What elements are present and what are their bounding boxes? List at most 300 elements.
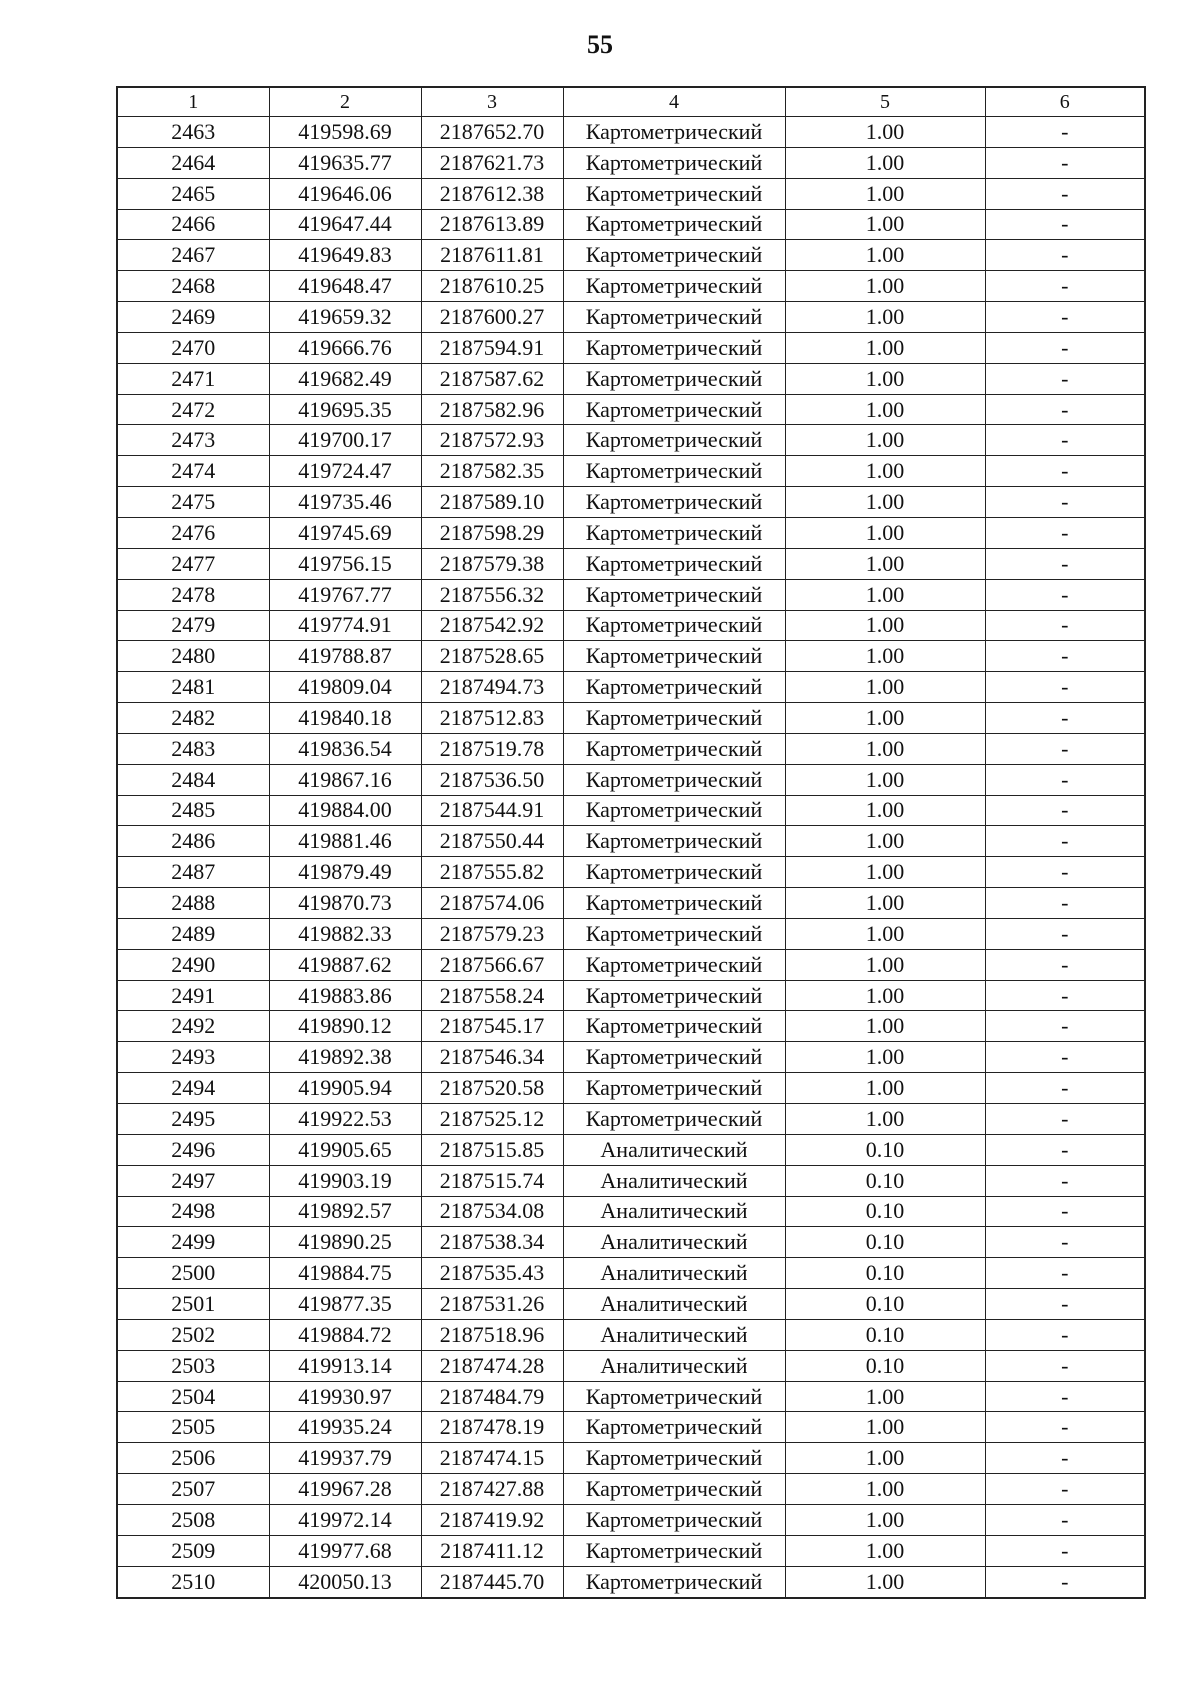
table-row — [117, 1196, 1145, 1227]
x-coordinate-cell: 419922.53 — [269, 1104, 421, 1135]
note-cell: - — [985, 764, 1145, 795]
x-coordinate-cell: 419883.86 — [269, 980, 421, 1011]
note-cell: - — [985, 1381, 1145, 1412]
accuracy-cell: 1.00 — [785, 1443, 985, 1474]
note-cell: - — [985, 1319, 1145, 1350]
accuracy-cell: 1.00 — [785, 672, 985, 703]
y-coordinate-cell: 2187518.96 — [421, 1319, 563, 1350]
y-coordinate-cell: 2187538.34 — [421, 1227, 563, 1258]
table-row — [117, 363, 1145, 394]
note-cell: - — [985, 857, 1145, 888]
point-number-cell: 2480 — [117, 641, 269, 672]
x-coordinate-cell: 419870.73 — [269, 888, 421, 919]
method-cell: Картометрический — [563, 980, 785, 1011]
table-row — [117, 332, 1145, 363]
x-coordinate-cell: 419972.14 — [269, 1504, 421, 1535]
accuracy-cell: 1.00 — [785, 117, 985, 148]
accuracy-cell: 1.00 — [785, 363, 985, 394]
note-cell: - — [985, 209, 1145, 240]
accuracy-cell: 1.00 — [785, 641, 985, 672]
method-cell: Картометрический — [563, 487, 785, 518]
x-coordinate-cell: 419937.79 — [269, 1443, 421, 1474]
accuracy-cell: 1.00 — [785, 425, 985, 456]
x-coordinate-cell: 419659.32 — [269, 302, 421, 333]
accuracy-cell: 1.00 — [785, 1412, 985, 1443]
method-cell: Картометрический — [563, 1104, 785, 1135]
x-coordinate-cell: 419700.17 — [269, 425, 421, 456]
point-number-cell: 2497 — [117, 1165, 269, 1196]
method-cell: Картометрический — [563, 178, 785, 209]
method-cell: Картометрический — [563, 1042, 785, 1073]
note-cell: - — [985, 1258, 1145, 1289]
accuracy-cell: 1.00 — [785, 147, 985, 178]
table-row — [117, 548, 1145, 579]
table-row — [117, 888, 1145, 919]
point-number-cell: 2466 — [117, 209, 269, 240]
point-number-cell: 2469 — [117, 302, 269, 333]
point-number-cell: 2509 — [117, 1535, 269, 1566]
point-number-cell: 2481 — [117, 672, 269, 703]
table-row — [117, 1011, 1145, 1042]
table-row — [117, 517, 1145, 548]
method-cell: Картометрический — [563, 1381, 785, 1412]
accuracy-cell: 1.00 — [785, 394, 985, 425]
point-number-cell: 2483 — [117, 733, 269, 764]
note-cell: - — [985, 918, 1145, 949]
note-cell: - — [985, 394, 1145, 425]
method-cell: Картометрический — [563, 1535, 785, 1566]
x-coordinate-cell: 419724.47 — [269, 456, 421, 487]
accuracy-cell: 1.00 — [785, 610, 985, 641]
point-number-cell: 2470 — [117, 332, 269, 363]
accuracy-cell: 1.00 — [785, 548, 985, 579]
accuracy-cell: 1.00 — [785, 1535, 985, 1566]
accuracy-cell: 1.00 — [785, 240, 985, 271]
x-coordinate-cell: 419840.18 — [269, 703, 421, 734]
accuracy-cell: 1.00 — [785, 1504, 985, 1535]
x-coordinate-cell: 419884.75 — [269, 1258, 421, 1289]
table-row — [117, 1474, 1145, 1505]
y-coordinate-cell: 2187484.79 — [421, 1381, 563, 1412]
note-cell: - — [985, 826, 1145, 857]
note-cell: - — [985, 1165, 1145, 1196]
x-coordinate-cell: 419877.35 — [269, 1289, 421, 1320]
y-coordinate-cell: 2187520.58 — [421, 1073, 563, 1104]
method-cell: Картометрический — [563, 918, 785, 949]
accuracy-cell: 1.00 — [785, 302, 985, 333]
accuracy-cell: 1.00 — [785, 1474, 985, 1505]
note-cell: - — [985, 795, 1145, 826]
x-coordinate-cell: 419867.16 — [269, 764, 421, 795]
method-cell: Картометрический — [563, 764, 785, 795]
y-coordinate-cell: 2187512.83 — [421, 703, 563, 734]
x-coordinate-cell: 419646.06 — [269, 178, 421, 209]
accuracy-cell: 1.00 — [785, 1073, 985, 1104]
table-body — [117, 117, 1145, 1598]
note-cell: - — [985, 1504, 1145, 1535]
accuracy-cell: 1.00 — [785, 332, 985, 363]
accuracy-cell: 1.00 — [785, 980, 985, 1011]
column-header: 3 — [421, 87, 563, 117]
accuracy-cell: 1.00 — [785, 703, 985, 734]
method-cell: Картометрический — [563, 1566, 785, 1597]
table-row — [117, 209, 1145, 240]
note-cell: - — [985, 240, 1145, 271]
y-coordinate-cell: 2187545.17 — [421, 1011, 563, 1042]
x-coordinate-cell: 419767.77 — [269, 579, 421, 610]
y-coordinate-cell: 2187566.67 — [421, 949, 563, 980]
table-row — [117, 672, 1145, 703]
y-coordinate-cell: 2187534.08 — [421, 1196, 563, 1227]
x-coordinate-cell: 419884.72 — [269, 1319, 421, 1350]
accuracy-cell: 0.10 — [785, 1196, 985, 1227]
point-number-cell: 2510 — [117, 1566, 269, 1597]
point-number-cell: 2505 — [117, 1412, 269, 1443]
table-row — [117, 579, 1145, 610]
table-row — [117, 1319, 1145, 1350]
point-number-cell: 2479 — [117, 610, 269, 641]
table-row — [117, 1535, 1145, 1566]
method-cell: Картометрический — [563, 209, 785, 240]
table-row — [117, 117, 1145, 148]
point-number-cell: 2493 — [117, 1042, 269, 1073]
y-coordinate-cell: 2187621.73 — [421, 147, 563, 178]
method-cell: Картометрический — [563, 147, 785, 178]
note-cell: - — [985, 888, 1145, 919]
x-coordinate-cell: 419647.44 — [269, 209, 421, 240]
x-coordinate-cell: 419930.97 — [269, 1381, 421, 1412]
page-number: 55 — [587, 30, 613, 59]
y-coordinate-cell: 2187519.78 — [421, 733, 563, 764]
table-row — [117, 733, 1145, 764]
y-coordinate-cell: 2187574.06 — [421, 888, 563, 919]
y-coordinate-cell: 2187600.27 — [421, 302, 563, 333]
table-row — [117, 240, 1145, 271]
y-coordinate-cell: 2187613.89 — [421, 209, 563, 240]
y-coordinate-cell: 2187515.74 — [421, 1165, 563, 1196]
y-coordinate-cell: 2187582.96 — [421, 394, 563, 425]
x-coordinate-cell: 419682.49 — [269, 363, 421, 394]
table-row — [117, 1165, 1145, 1196]
method-cell: Картометрический — [563, 1443, 785, 1474]
method-cell: Аналитический — [563, 1289, 785, 1320]
note-cell: - — [985, 641, 1145, 672]
accuracy-cell: 1.00 — [785, 178, 985, 209]
accuracy-cell: 0.10 — [785, 1134, 985, 1165]
x-coordinate-cell: 419882.33 — [269, 918, 421, 949]
point-number-cell: 2506 — [117, 1443, 269, 1474]
table-row — [117, 918, 1145, 949]
accuracy-cell: 1.00 — [785, 1042, 985, 1073]
accuracy-cell: 1.00 — [785, 487, 985, 518]
y-coordinate-cell: 2187544.91 — [421, 795, 563, 826]
method-cell: Картометрический — [563, 703, 785, 734]
point-number-cell: 2492 — [117, 1011, 269, 1042]
y-coordinate-cell: 2187474.15 — [421, 1443, 563, 1474]
table-row — [117, 1350, 1145, 1381]
note-cell: - — [985, 363, 1145, 394]
x-coordinate-cell: 419892.38 — [269, 1042, 421, 1073]
note-cell: - — [985, 302, 1145, 333]
point-number-cell: 2508 — [117, 1504, 269, 1535]
table-row — [117, 1042, 1145, 1073]
method-cell: Картометрический — [563, 1073, 785, 1104]
method-cell: Картометрический — [563, 1011, 785, 1042]
note-cell: - — [985, 1474, 1145, 1505]
table-row — [117, 302, 1145, 333]
y-coordinate-cell: 2187555.82 — [421, 857, 563, 888]
table-header-row — [117, 87, 1145, 117]
point-number-cell: 2496 — [117, 1134, 269, 1165]
point-number-cell: 2498 — [117, 1196, 269, 1227]
x-coordinate-cell: 419666.76 — [269, 332, 421, 363]
y-coordinate-cell: 2187598.29 — [421, 517, 563, 548]
note-cell: - — [985, 548, 1145, 579]
point-number-cell: 2474 — [117, 456, 269, 487]
table-row — [117, 641, 1145, 672]
method-cell: Картометрический — [563, 117, 785, 148]
table-row — [117, 826, 1145, 857]
note-cell: - — [985, 1350, 1145, 1381]
x-coordinate-cell: 419913.14 — [269, 1350, 421, 1381]
method-cell: Картометрический — [563, 1474, 785, 1505]
method-cell: Аналитический — [563, 1350, 785, 1381]
table-row — [117, 857, 1145, 888]
accuracy-cell: 1.00 — [785, 826, 985, 857]
note-cell: - — [985, 425, 1145, 456]
y-coordinate-cell: 2187546.34 — [421, 1042, 563, 1073]
note-cell: - — [985, 1227, 1145, 1258]
method-cell: Картометрический — [563, 394, 785, 425]
method-cell: Картометрический — [563, 425, 785, 456]
method-cell: Картометрический — [563, 733, 785, 764]
accuracy-cell: 1.00 — [785, 1011, 985, 1042]
accuracy-cell: 1.00 — [785, 857, 985, 888]
method-cell: Картометрический — [563, 363, 785, 394]
y-coordinate-cell: 2187474.28 — [421, 1350, 563, 1381]
x-coordinate-cell: 419695.35 — [269, 394, 421, 425]
x-coordinate-cell: 419648.47 — [269, 271, 421, 302]
accuracy-cell: 1.00 — [785, 795, 985, 826]
y-coordinate-cell: 2187587.62 — [421, 363, 563, 394]
x-coordinate-cell: 419890.25 — [269, 1227, 421, 1258]
note-cell: - — [985, 733, 1145, 764]
method-cell: Картометрический — [563, 332, 785, 363]
accuracy-cell: 1.00 — [785, 456, 985, 487]
y-coordinate-cell: 2187594.91 — [421, 332, 563, 363]
y-coordinate-cell: 2187652.70 — [421, 117, 563, 148]
y-coordinate-cell: 2187556.32 — [421, 579, 563, 610]
point-number-cell: 2473 — [117, 425, 269, 456]
accuracy-cell: 0.10 — [785, 1165, 985, 1196]
accuracy-cell: 1.00 — [785, 209, 985, 240]
table-row — [117, 425, 1145, 456]
accuracy-cell: 1.00 — [785, 271, 985, 302]
y-coordinate-cell: 2187536.50 — [421, 764, 563, 795]
accuracy-cell: 1.00 — [785, 733, 985, 764]
x-coordinate-cell: 419788.87 — [269, 641, 421, 672]
table-row — [117, 1258, 1145, 1289]
point-number-cell: 2465 — [117, 178, 269, 209]
x-coordinate-cell: 419836.54 — [269, 733, 421, 764]
y-coordinate-cell: 2187494.73 — [421, 672, 563, 703]
y-coordinate-cell: 2187515.85 — [421, 1134, 563, 1165]
table-row — [117, 1289, 1145, 1320]
x-coordinate-cell: 420050.13 — [269, 1566, 421, 1597]
y-coordinate-cell: 2187582.35 — [421, 456, 563, 487]
x-coordinate-cell: 419598.69 — [269, 117, 421, 148]
x-coordinate-cell: 419890.12 — [269, 1011, 421, 1042]
accuracy-cell: 1.00 — [785, 1566, 985, 1597]
accuracy-cell: 0.10 — [785, 1319, 985, 1350]
table-row — [117, 1381, 1145, 1412]
accuracy-cell: 0.10 — [785, 1350, 985, 1381]
table-row — [117, 1566, 1145, 1597]
method-cell: Картометрический — [563, 672, 785, 703]
note-cell: - — [985, 487, 1145, 518]
note-cell: - — [985, 332, 1145, 363]
y-coordinate-cell: 2187411.12 — [421, 1535, 563, 1566]
point-number-cell: 2488 — [117, 888, 269, 919]
method-cell: Картометрический — [563, 610, 785, 641]
point-number-cell: 2482 — [117, 703, 269, 734]
point-number-cell: 2472 — [117, 394, 269, 425]
note-cell: - — [985, 579, 1145, 610]
point-number-cell: 2487 — [117, 857, 269, 888]
accuracy-cell: 1.00 — [785, 764, 985, 795]
method-cell: Аналитический — [563, 1227, 785, 1258]
note-cell: - — [985, 1443, 1145, 1474]
method-cell: Картометрический — [563, 271, 785, 302]
point-number-cell: 2499 — [117, 1227, 269, 1258]
point-number-cell: 2464 — [117, 147, 269, 178]
column-header: 2 — [269, 87, 421, 117]
accuracy-cell: 1.00 — [785, 888, 985, 919]
method-cell: Картометрический — [563, 456, 785, 487]
point-number-cell: 2467 — [117, 240, 269, 271]
note-cell: - — [985, 1289, 1145, 1320]
note-cell: - — [985, 271, 1145, 302]
y-coordinate-cell: 2187535.43 — [421, 1258, 563, 1289]
y-coordinate-cell: 2187611.81 — [421, 240, 563, 271]
method-cell: Аналитический — [563, 1134, 785, 1165]
point-number-cell: 2486 — [117, 826, 269, 857]
accuracy-cell: 0.10 — [785, 1258, 985, 1289]
point-number-cell: 2485 — [117, 795, 269, 826]
point-number-cell: 2503 — [117, 1350, 269, 1381]
point-number-cell: 2468 — [117, 271, 269, 302]
note-cell: - — [985, 1566, 1145, 1597]
y-coordinate-cell: 2187525.12 — [421, 1104, 563, 1135]
method-cell: Аналитический — [563, 1165, 785, 1196]
method-cell: Картометрический — [563, 949, 785, 980]
table-row — [117, 1104, 1145, 1135]
point-number-cell: 2475 — [117, 487, 269, 518]
y-coordinate-cell: 2187531.26 — [421, 1289, 563, 1320]
accuracy-cell: 1.00 — [785, 579, 985, 610]
x-coordinate-cell: 419892.57 — [269, 1196, 421, 1227]
x-coordinate-cell: 419745.69 — [269, 517, 421, 548]
y-coordinate-cell: 2187612.38 — [421, 178, 563, 209]
x-coordinate-cell: 419756.15 — [269, 548, 421, 579]
method-cell: Картометрический — [563, 517, 785, 548]
table-row — [117, 1073, 1145, 1104]
method-cell: Картометрический — [563, 888, 785, 919]
table-row — [117, 1134, 1145, 1165]
table-row — [117, 147, 1145, 178]
table-row — [117, 980, 1145, 1011]
note-cell: - — [985, 1104, 1145, 1135]
y-coordinate-cell: 2187528.65 — [421, 641, 563, 672]
method-cell: Картометрический — [563, 1504, 785, 1535]
method-cell: Аналитический — [563, 1258, 785, 1289]
accuracy-cell: 1.00 — [785, 1381, 985, 1412]
x-coordinate-cell: 419735.46 — [269, 487, 421, 518]
note-cell: - — [985, 672, 1145, 703]
coordinates-table — [116, 86, 1146, 1599]
y-coordinate-cell: 2187550.44 — [421, 826, 563, 857]
column-header: 5 — [785, 87, 985, 117]
accuracy-cell: 1.00 — [785, 949, 985, 980]
point-number-cell: 2471 — [117, 363, 269, 394]
y-coordinate-cell: 2187589.10 — [421, 487, 563, 518]
table-row — [117, 1227, 1145, 1258]
table-row — [117, 456, 1145, 487]
x-coordinate-cell: 419884.00 — [269, 795, 421, 826]
point-number-cell: 2494 — [117, 1073, 269, 1104]
x-coordinate-cell: 419905.65 — [269, 1134, 421, 1165]
point-number-cell: 2501 — [117, 1289, 269, 1320]
method-cell: Картометрический — [563, 857, 785, 888]
column-header: 1 — [117, 87, 269, 117]
point-number-cell: 2477 — [117, 548, 269, 579]
y-coordinate-cell: 2187445.70 — [421, 1566, 563, 1597]
method-cell: Картометрический — [563, 302, 785, 333]
note-cell: - — [985, 1196, 1145, 1227]
table-row — [117, 949, 1145, 980]
point-number-cell: 2495 — [117, 1104, 269, 1135]
note-cell: - — [985, 178, 1145, 209]
note-cell: - — [985, 456, 1145, 487]
y-coordinate-cell: 2187478.19 — [421, 1412, 563, 1443]
accuracy-cell: 1.00 — [785, 517, 985, 548]
point-number-cell: 2484 — [117, 764, 269, 795]
x-coordinate-cell: 419905.94 — [269, 1073, 421, 1104]
x-coordinate-cell: 419935.24 — [269, 1412, 421, 1443]
y-coordinate-cell: 2187610.25 — [421, 271, 563, 302]
method-cell: Аналитический — [563, 1196, 785, 1227]
y-coordinate-cell: 2187579.38 — [421, 548, 563, 579]
x-coordinate-cell: 419774.91 — [269, 610, 421, 641]
x-coordinate-cell: 419881.46 — [269, 826, 421, 857]
note-cell: - — [985, 147, 1145, 178]
note-cell: - — [985, 117, 1145, 148]
method-cell: Картометрический — [563, 579, 785, 610]
x-coordinate-cell: 419887.62 — [269, 949, 421, 980]
point-number-cell: 2500 — [117, 1258, 269, 1289]
table-row — [117, 487, 1145, 518]
method-cell: Картометрический — [563, 795, 785, 826]
x-coordinate-cell: 419879.49 — [269, 857, 421, 888]
table-row — [117, 703, 1145, 734]
method-cell: Аналитический — [563, 1319, 785, 1350]
y-coordinate-cell: 2187419.92 — [421, 1504, 563, 1535]
x-coordinate-cell: 419809.04 — [269, 672, 421, 703]
column-header: 4 — [563, 87, 785, 117]
accuracy-cell: 1.00 — [785, 1104, 985, 1135]
point-number-cell: 2507 — [117, 1474, 269, 1505]
point-number-cell: 2489 — [117, 918, 269, 949]
